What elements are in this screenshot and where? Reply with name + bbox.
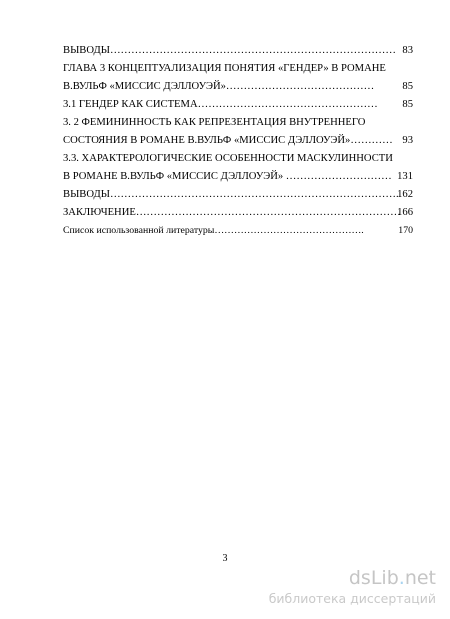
toc-entry-text: ВЫВОДЫ……………………………………………………………………… — [63, 45, 396, 56]
watermark — [228, 567, 438, 611]
watermark-subtitle: библиотека диссертаций — [268, 591, 436, 606]
toc-entry-text: 3. 2 ФЕМИНИННОСТЬ КАК РЕПРЕЗЕНТАЦИЯ ВНУТРЕННЕГО — [63, 117, 366, 128]
toc-line — [63, 150, 413, 168]
page-number: 3 — [222, 553, 228, 564]
toc-entry-text: ВЫВОДЫ……………………………………………………………………….. — [63, 189, 402, 200]
table-of-contents — [63, 42, 413, 240]
toc-entry-text: 3.1 ГЕНДЕР КАК СИСТЕМА…………………………………………… — [63, 99, 378, 110]
toc-page-number: 85 — [402, 81, 413, 92]
watermark-logo-prefix: dsLib — [348, 567, 399, 589]
toc-page-number: 131 — [397, 171, 413, 182]
toc-line — [63, 78, 413, 96]
toc-entry-text: ГЛАВА 3 КОНЦЕПТУАЛИЗАЦИЯ ПОНЯТИЯ «ГЕНДЕР» В РОМАНЕ — [63, 63, 386, 74]
toc-entry-text: СОСТОЯНИЯ В РОМАНЕ В.ВУЛЬФ «МИССИС ДЭЛЛОУЭЙ»………… — [63, 135, 393, 146]
toc-page-number: 162 — [397, 189, 413, 200]
toc-line — [63, 204, 413, 222]
toc-line — [63, 96, 413, 114]
toc-line — [63, 168, 413, 186]
watermark-logo-dot: . — [398, 567, 405, 589]
toc-entry-text: ЗАКЛЮЧЕНИЕ………………………………………………………………… — [63, 207, 401, 218]
toc-line — [63, 42, 413, 60]
toc-line — [63, 114, 413, 132]
toc-line — [63, 60, 413, 78]
toc-line — [63, 186, 413, 204]
toc-page-number: 83 — [402, 45, 413, 56]
toc-page-number: 166 — [397, 207, 413, 218]
toc-entry-text: 3.3. ХАРАКТЕРОЛОГИЧЕСКИЕ ОСОБЕННОСТИ МАСКУЛИННОСТИ — [63, 153, 393, 164]
toc-entry-text: В.ВУЛЬФ «МИССИС ДЭЛЛОУЭЙ»…………………………………… — [63, 81, 375, 92]
toc-entry-text: В РОМАНЕ В.ВУЛЬФ «МИССИС ДЭЛЛОУЭЙ» ………………………… — [63, 171, 392, 182]
watermark-logo — [349, 567, 436, 589]
toc-page-number: 93 — [402, 135, 413, 146]
toc-line — [63, 222, 413, 240]
watermark-logo-suffix: net — [404, 567, 436, 589]
toc-page-number: 170 — [398, 225, 413, 236]
toc-entry-text: Список использованной литературы………………………………………. — [63, 225, 364, 236]
toc-line — [63, 132, 413, 150]
toc-page-number: 85 — [402, 99, 413, 110]
